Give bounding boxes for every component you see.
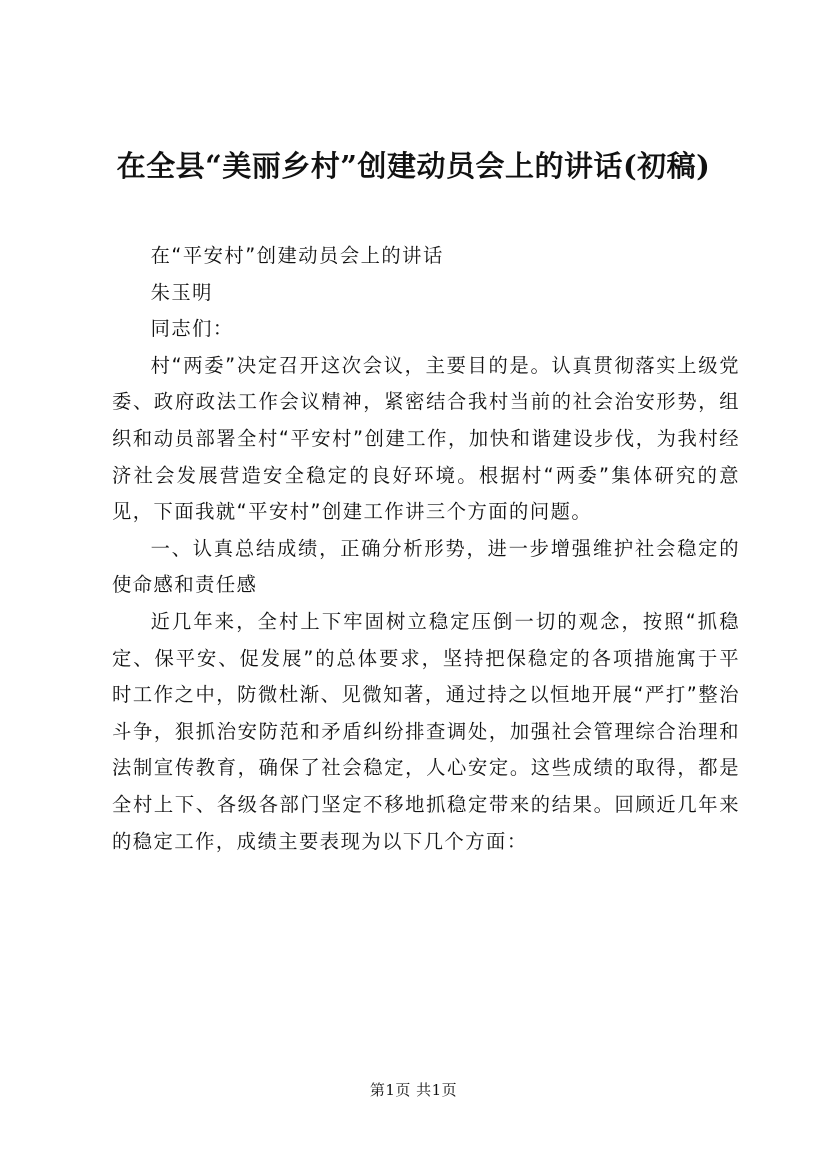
section-heading: 一、认真总结成绩，正确分析形势，进一步增强维护社会稳定的使命感和责任感: [112, 536, 740, 597]
body-paragraph: 近几年来，全村上下牢固树立稳定压倒一切的观念，按照“抓稳定、保平安、促发展”的总体要求，坚持把保稳定的各项措施寓于平时工作之中，防微杜渐、见微知著，通过持之以恒地开展“严打”整治斗争，狠抓治安防范和矛盾纠纷排查调处，加强社会管理综合治理和法制宣传教育，确保了社会稳定，人心安定。这些成绩的取得，都是全村上下、各级各部门坚定不移地抓稳定带来的结果。回顾近几年来的稳定工作，成绩主要表现为以下几个方面：: [112, 609, 740, 853]
author-paragraph: 朱玉明: [150, 280, 213, 304]
page-footer: 第1页 共1页: [369, 1081, 458, 1099]
document-title: 在全县“美丽乡村”创建动员会上的讲话(初稿): [116, 149, 711, 183]
document-body: [112, 238, 740, 860]
subtitle-paragraph: 在“平安村”创建动员会上的讲话: [150, 244, 444, 267]
salutation-paragraph: 同志们：: [150, 317, 234, 341]
body-paragraph: 村“两委”决定召开这次会议，主要目的是。认真贯彻落实上级党委、政府政法工作会议精神，紧密结合我村当前的社会治安形势，组织和动员部署全村“平安村”创建工作，加快和谐建设步伐，为我村经济社会发展营造安全稳定的良好环境。根据村“两委”集体研究的意见，下面我就“平安村”创建工作讲三个方面的问题。: [112, 353, 740, 524]
